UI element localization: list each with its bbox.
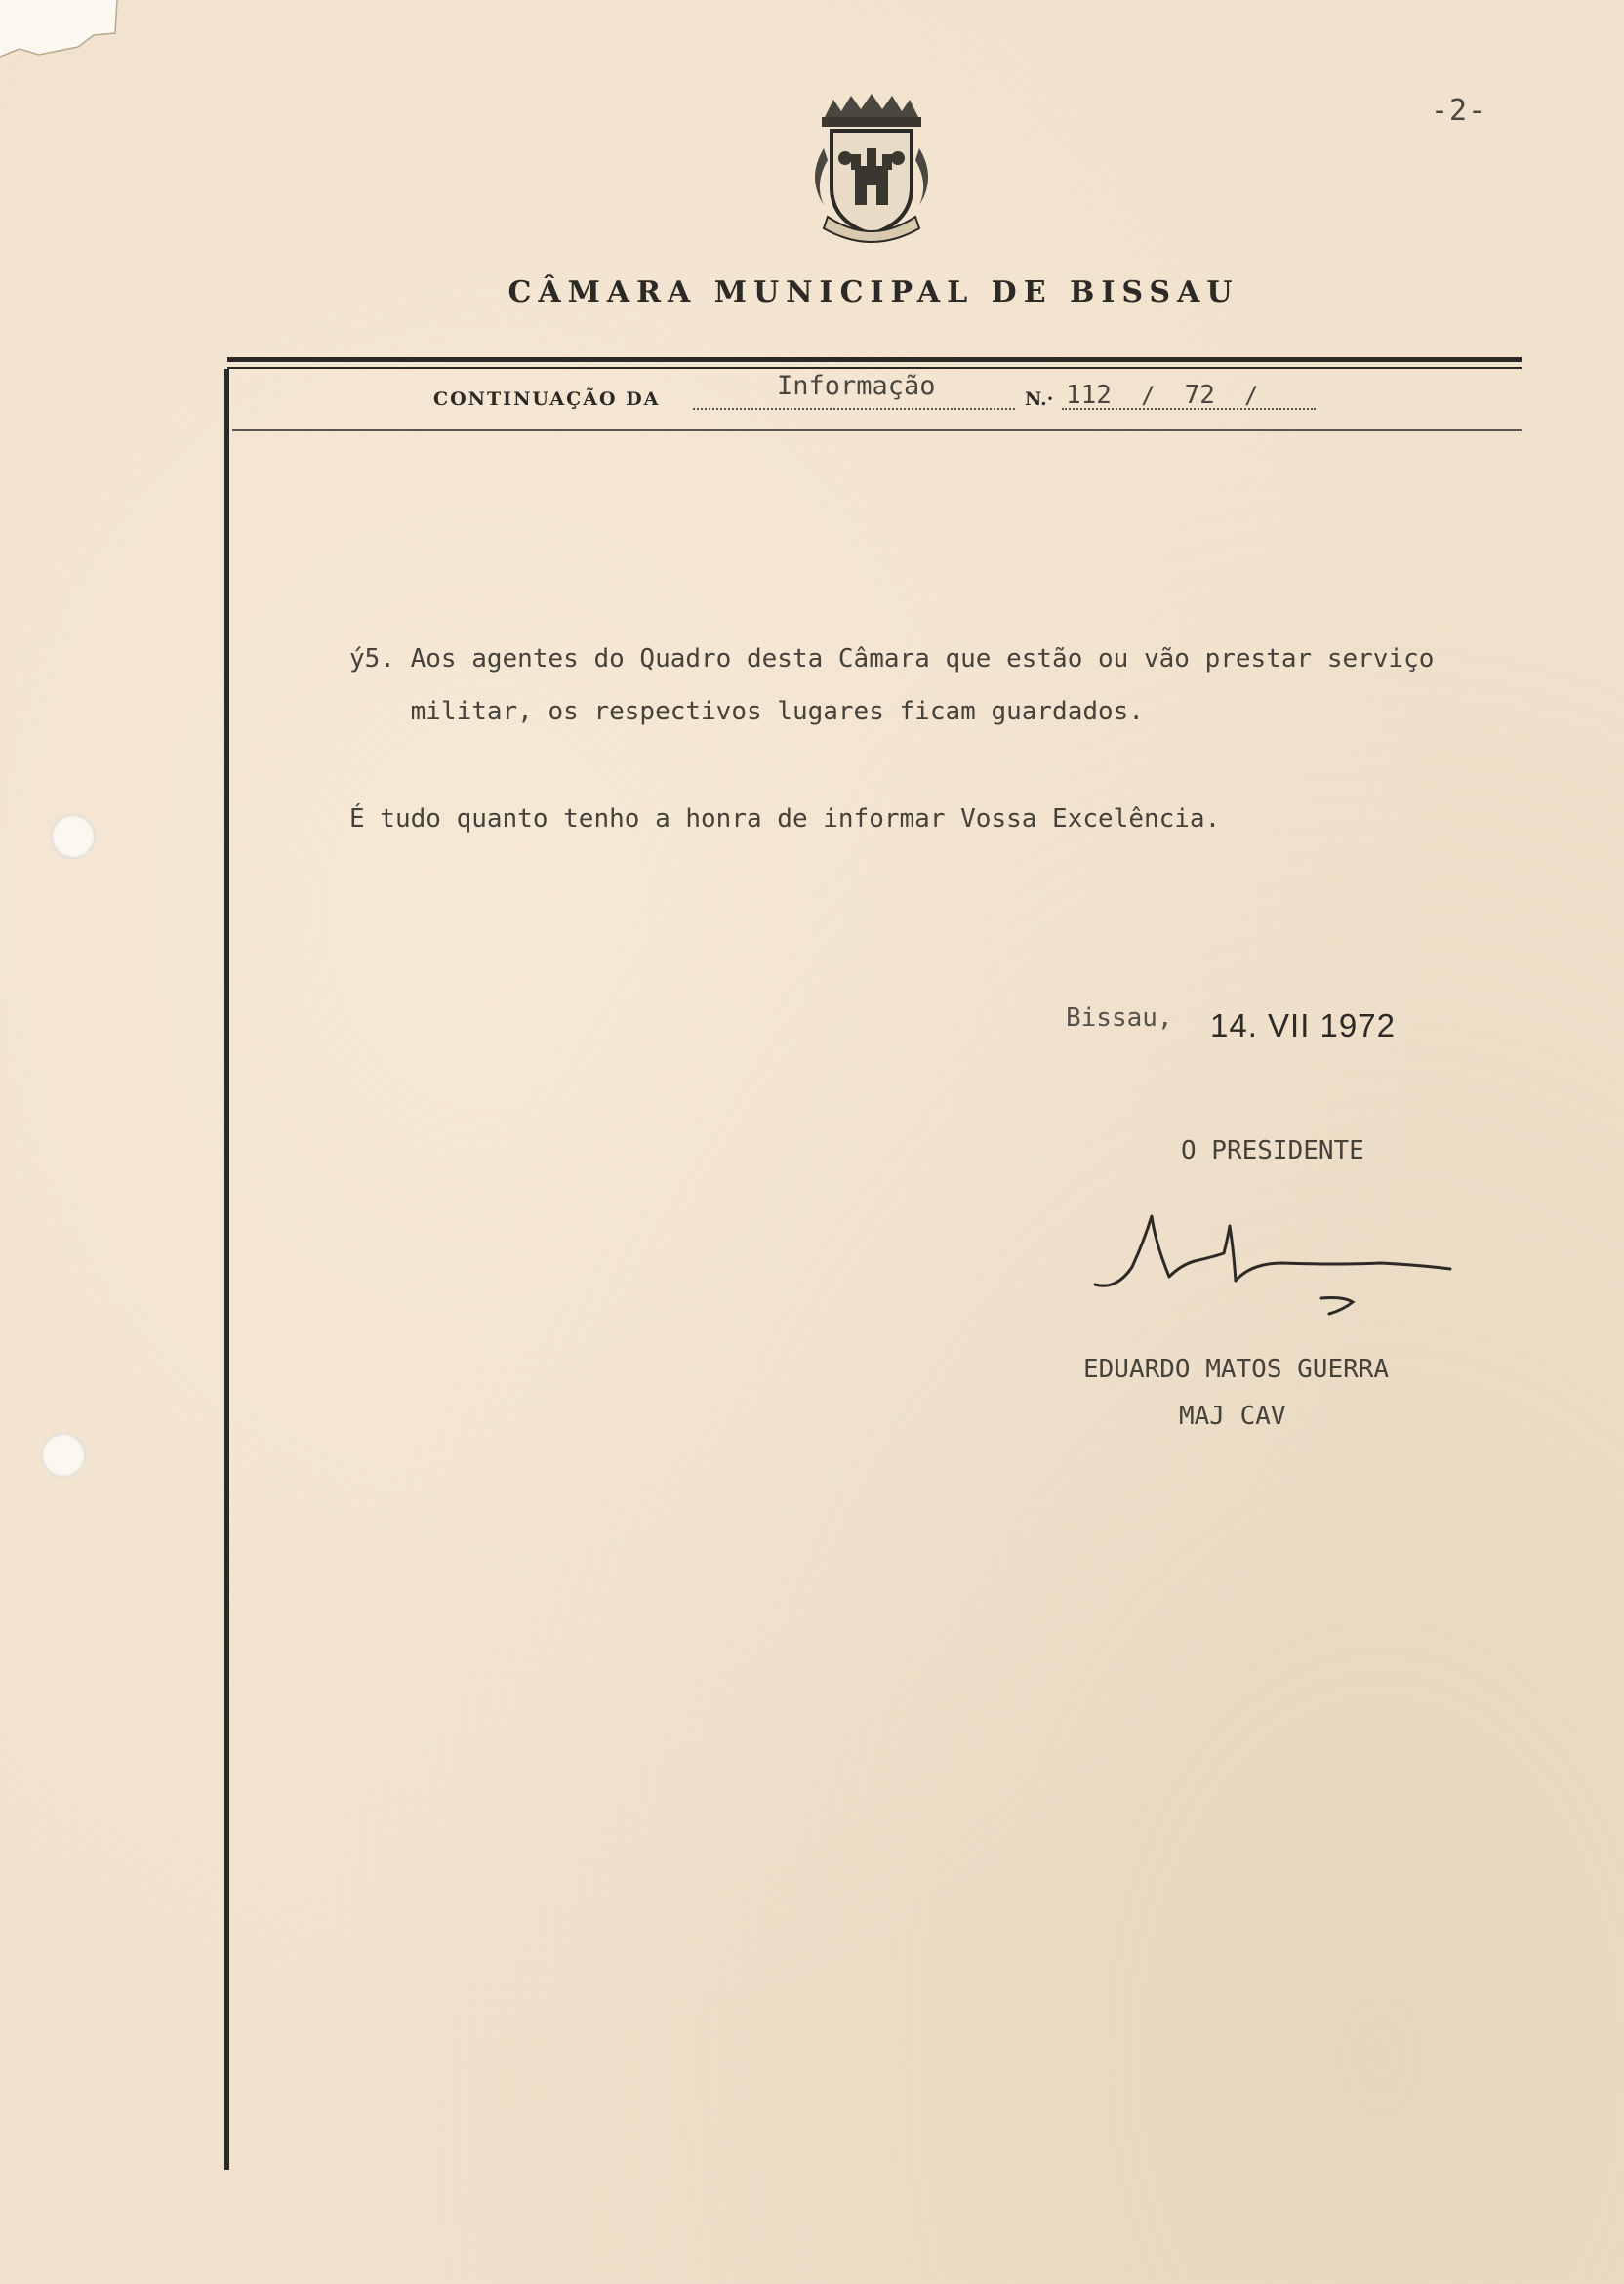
reference-rule <box>232 429 1522 431</box>
signature-icon <box>1087 1208 1458 1326</box>
date-stamp: 14. VII 1972 <box>1210 1007 1396 1043</box>
reference-number-value: 112 <box>1066 381 1112 410</box>
separator: / <box>1126 382 1169 409</box>
dotted-line <box>693 408 1015 410</box>
torn-corner <box>0 0 127 59</box>
paragraph-item-05: ý5. Aos agentes do Quadro desta Câmara que estão ou vão prestar serviço militar, os respectivos lugares ficam guardados. <box>349 644 1435 726</box>
punch-hole <box>51 814 96 859</box>
number-label: N.· <box>1025 388 1054 410</box>
signatory-name: EDUARDO MATOS GUERRA <box>1083 1355 1390 1384</box>
closing-paragraph: É tudo quanto tenho a honra de informar Vossa Excelência. <box>349 804 1221 834</box>
header-rule <box>227 357 1522 362</box>
header-rule-thin <box>227 367 1522 369</box>
continuation-label: CONTINUAÇÃO DA <box>433 388 661 410</box>
place-label: Bissau, <box>1066 1003 1173 1033</box>
reference-number <box>1066 381 1259 410</box>
page-number: -2- <box>1431 94 1487 128</box>
coat-of-arms-icon <box>794 90 949 246</box>
letterhead-title: CÂMARA MUNICIPAL DE BISSAU <box>508 275 1239 309</box>
margin-line <box>224 369 229 2170</box>
reference-year: 72 <box>1184 381 1215 410</box>
punch-hole <box>41 1433 86 1478</box>
document-type: Informação <box>777 371 936 401</box>
separator: / <box>1230 382 1259 409</box>
signatory-title: O PRESIDENTE <box>1181 1136 1364 1165</box>
signatory-rank: MAJ CAV <box>1179 1402 1286 1431</box>
